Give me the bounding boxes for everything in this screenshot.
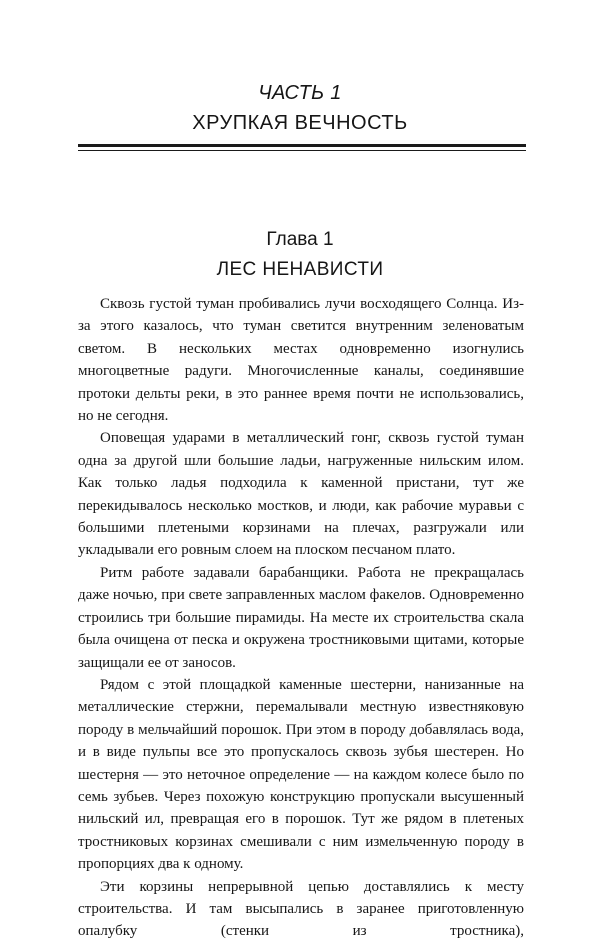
divider-thick-rule <box>78 144 526 147</box>
chapter-title: ЛЕС НЕНАВИСТИ <box>216 259 384 280</box>
paragraph: Сквозь густой туман пробивались лучи восходящего Солнца. Из-за этого казалось, что туман светится внутренним зеленоватым светом. В нескольких местах одновременно изогнулись многоцветные радуги. Многочисленные каналы, соединявшие протоки дельты реки, в это раннее время почти не использовались, но не сегодня. <box>78 296 524 425</box>
chapter-label: Глава 1 <box>266 229 334 250</box>
paragraph: Рядом с этой площадкой каменные шестерни, нанизанные на металлические стержни, перемалывали местную известняковую породу в мельчайший порошок. При этом в породу добавлялась вода, и в виде пульпы все это пропускалось сквозь зубья шестерен. Но шестерня — это неточное определение — на каждом колесе было по семь зубьев. Через похожую конструкцию пропускали высушенный нильский ил, превращая его в порошок. Тут же рядом в плетеных тростниковых корзинах смешивали с ним измельченную породу в пропорциях два к одному. <box>78 676 524 873</box>
divider-thin-rule <box>78 150 526 151</box>
paragraph: Оповещая ударами в металлический гонг, сквозь густой туман одна за другой шли большие ладьи, нагруженные нильским илом. Как только ладья подходила к каменной пристани, тут же перекидывалось несколько мостков, и люди, как рабочие муравьи с большими плетеными корзинами на плечах, разгружали или укладывали его ровным слоем на плоском песчаном плато. <box>78 430 524 559</box>
paragraph: Эти корзины непрерывной цепью доставлялись к месту строительства. И там высыпались в заранее приготовленную опалубку (стенки из тростника), <box>78 878 524 940</box>
part-title: ХРУПКАЯ ВЕЧНОСТЬ <box>192 112 408 134</box>
body-text <box>78 293 524 943</box>
part-label: ЧАСТЬ 1 <box>258 82 342 104</box>
paragraph: Ритм работе задавали барабанщики. Работа не прекращалась даже ночью, при свете заправленных маслом факелов. Одновременно строились три большие пирамиды. На месте их строительства скала была очищена от песка и окружена тростниковыми щитами, которые защищали ее от заносов. <box>78 564 524 671</box>
